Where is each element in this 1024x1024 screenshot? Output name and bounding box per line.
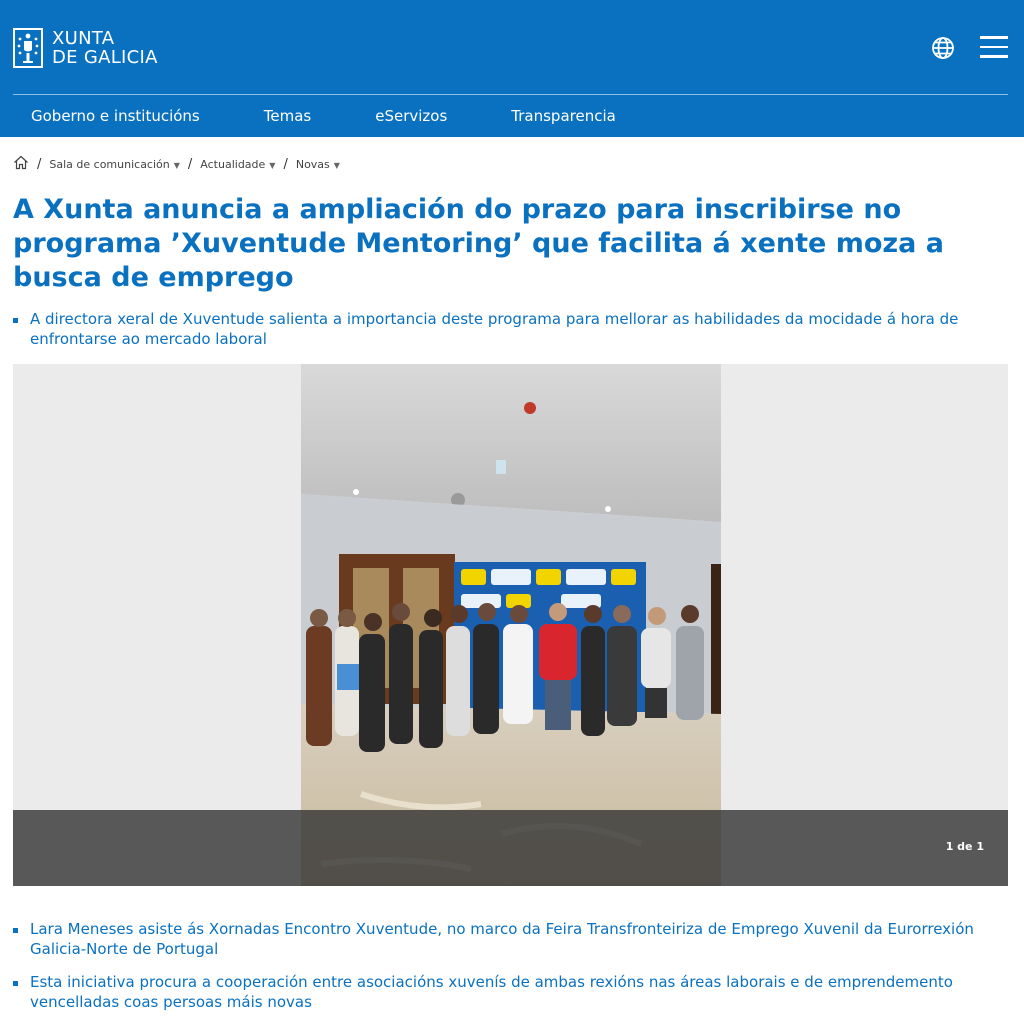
bullet-text: Lara Meneses asiste ás Xornadas Encontro Xuventude, no marco da Feira Transfronteiriza de Emprego Xuvenil da Eurorrexión Galicia-Norte de Portugal: [30, 920, 974, 958]
breadcrumb: [13, 155, 340, 173]
bullet-text: A directora xeral de Xuventude salienta a importancia deste programa para mellorar as habilidades da mocidade á hora de enfrontarse ao mercado laboral: [30, 310, 959, 348]
image-gallery[interactable]: [13, 364, 1008, 886]
brand-name: [52, 29, 158, 67]
nav-item-goberno[interactable]: Goberno e institucións: [31, 107, 200, 125]
menu-bar: [980, 55, 1008, 58]
page-title: A Xunta anuncia a ampliación do prazo para inscribirse no programa ’Xuventude Mentoring’ que facilita á xente moza a busca de emprego: [13, 194, 944, 293]
home-icon[interactable]: [13, 155, 29, 173]
nav-item-eservizos[interactable]: eServizos: [375, 107, 448, 125]
xunta-logo[interactable]: [13, 28, 158, 68]
breadcrumb-separator: /: [283, 156, 288, 172]
bullet-marker: [13, 981, 18, 986]
breadcrumb-label: Sala de comunicación: [49, 157, 170, 171]
site-header: [0, 0, 1024, 137]
lead-bullets: [13, 309, 1003, 361]
breadcrumb-label: Novas: [295, 157, 330, 171]
nav-item-transparencia[interactable]: Transparencia: [511, 107, 616, 125]
summary-bullets: [13, 919, 1003, 1024]
gallery-photo[interactable]: [301, 364, 721, 886]
caret-down-icon: ▼: [269, 160, 276, 170]
breadcrumb-separator: /: [187, 156, 193, 172]
image-counter: 1 de 1: [945, 840, 984, 853]
gallery-caption-bar: [13, 810, 1008, 886]
breadcrumb-item-actualidade[interactable]: [200, 158, 275, 171]
breadcrumb-item-sala[interactable]: [49, 158, 180, 171]
breadcrumb-separator: /: [37, 156, 42, 172]
list-item: [13, 919, 1003, 959]
hamburger-menu-icon[interactable]: [980, 36, 1010, 60]
bullet-text: Esta iniciativa procura a cooperación entre asociacións xuvenís de ambas rexións nas áreas laborais e de emprendemento vencelladas coas persoas máis novas: [30, 973, 953, 1011]
bullet-marker: [13, 928, 18, 933]
brand-line-2: DE GALICIA: [52, 47, 158, 68]
main-nav: [13, 95, 616, 137]
breadcrumb-item-novas[interactable]: [296, 158, 340, 171]
list-item: [13, 972, 1003, 1012]
caret-down-icon: ▼: [333, 160, 340, 170]
bullet-marker: [13, 318, 18, 323]
breadcrumb-label: Actualidade: [200, 157, 266, 171]
list-item: [13, 309, 1003, 349]
globe-icon[interactable]: [931, 36, 955, 60]
menu-bar: [980, 36, 1008, 39]
brand-line-1: XUNTA: [52, 28, 115, 49]
galicia-coat-of-arms-icon: [13, 28, 43, 68]
nav-item-temas[interactable]: Temas: [263, 107, 312, 125]
menu-bar: [980, 46, 1008, 49]
caret-down-icon: ▼: [173, 160, 180, 170]
